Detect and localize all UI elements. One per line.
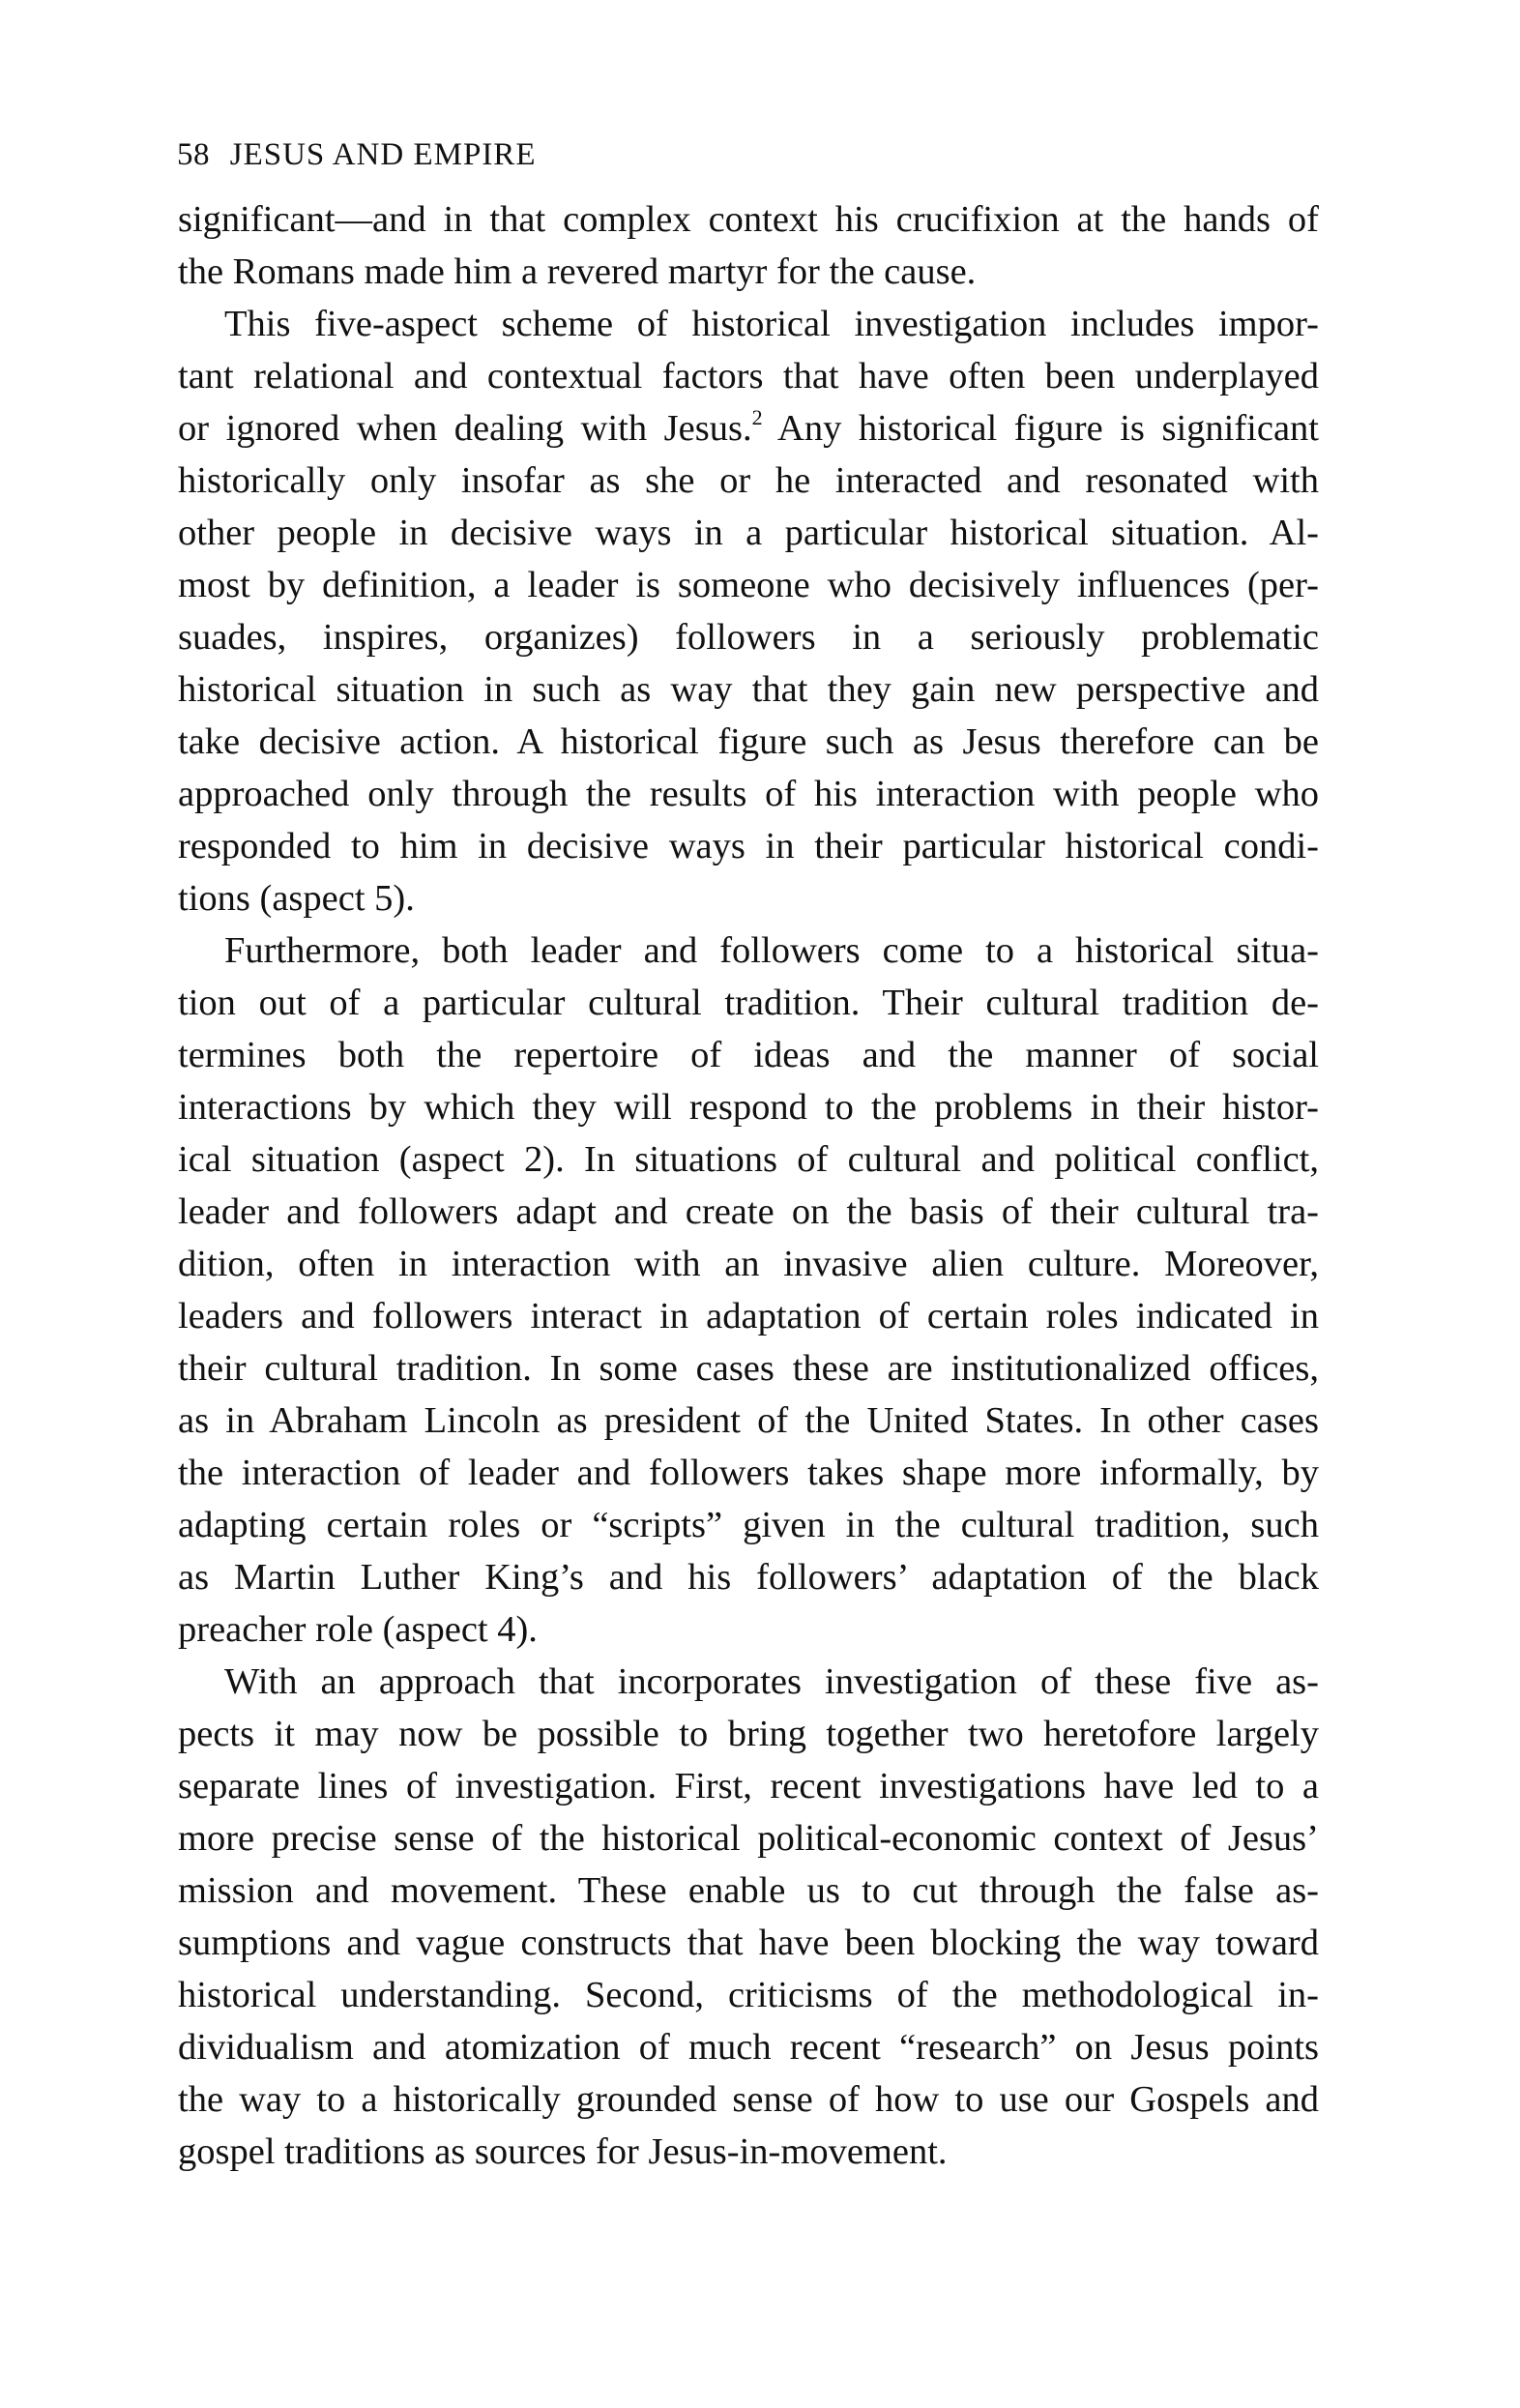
text-line: tion out of a particular cultural tradition. Their cultural tradition de- (178, 983, 1319, 1023)
text-line: pects it may now be possible to bring together two heretofore largely (178, 1714, 1319, 1754)
text-line: leader and followers adapt and create on the basis of their cultural tra- (178, 1191, 1319, 1232)
text-line: the way to a historically grounded sense of how to use our Gospels and (178, 2079, 1319, 2120)
text-line: take decisive action. A historical figure such as Jesus therefore can be (178, 721, 1319, 762)
text-line: suades, inspires, organizes) followers in a seriously problematic (178, 617, 1319, 658)
text-line: termines both the repertoire of ideas and the manner of social (178, 1035, 1319, 1075)
text-line: as in Abraham Lincoln as president of the United States. In other cases (178, 1400, 1319, 1441)
paragraph (178, 925, 1319, 1656)
text-line: gospel traditions as sources for Jesus-in-movement. (178, 2131, 948, 2172)
paragraph (178, 1656, 1319, 2178)
text-line: tant relational and contextual factors that have often been underplayed (178, 356, 1319, 396)
text-line: their cultural tradition. In some cases these are institutionalized offices, (178, 1348, 1319, 1389)
text-line: preacher role (aspect 4). (178, 1609, 538, 1650)
text-line: historically only insofar as she or he interacted and resonated with (178, 460, 1319, 501)
footnote-reference[interactable]: 2 (751, 405, 763, 429)
text-line: the interaction of leader and followers takes shape more informally, by (178, 1453, 1319, 1493)
text-line: adapting certain roles or “scripts” given in the cultural tradition, such (178, 1505, 1319, 1545)
text-line: tions (aspect 5). (178, 878, 415, 919)
text-line: significant—and in that complex context his crucifixion at the hands of (178, 199, 1319, 240)
text-line: the Romans made him a revered martyr for the cause. (178, 251, 977, 292)
page-number: 58 (177, 137, 210, 172)
text-line: historical situation in such as way that they gain new perspective and (178, 669, 1319, 710)
text-line: sumptions and vague constructs that have been blocking the way toward (178, 1923, 1319, 1963)
text-line: This five-aspect scheme of historical investigation includes impor- (224, 304, 1319, 344)
text-line: With an approach that incorporates investigation of these five as- (224, 1661, 1319, 1702)
paragraph (178, 298, 1319, 925)
text-line: approached only through the results of his interaction with people who (178, 774, 1319, 814)
text-line: as Martin Luther King’s and his followers’ adaptation of the black (178, 1557, 1319, 1598)
text-line: mission and movement. These enable us to cut through the false as- (178, 1870, 1319, 1911)
text-segment: Any historical figure is significant (762, 408, 1319, 449)
text-line: leaders and followers interact in adaptation of certain roles indicated in (178, 1296, 1319, 1336)
text-line: other people in decisive ways in a particular historical situation. Al- (178, 513, 1319, 553)
book-page (178, 135, 1319, 2178)
text-line: interactions by which they will respond to the problems in their histor- (178, 1087, 1319, 1128)
text-line: more precise sense of the historical political-economic context of Jesus’ (178, 1818, 1319, 1859)
body-text (178, 193, 1319, 2178)
text-line: dition, often in interaction with an invasive alien culture. Moreover, (178, 1244, 1319, 1284)
text-line-with-note (178, 402, 1319, 455)
text-segment: or ignored when dealing with Jesus. (178, 408, 752, 449)
text-line: separate lines of investigation. First, recent investigations have led to a (178, 1766, 1319, 1806)
text-line: responded to him in decisive ways in their particular historical condi- (178, 826, 1319, 866)
paragraph (178, 193, 1319, 298)
text-line: ical situation (aspect 2). In situations of cultural and political conflict, (178, 1139, 1319, 1180)
text-line: historical understanding. Second, criticisms of the methodological in- (178, 1975, 1319, 2015)
text-line: most by definition, a leader is someone who decisively influences (per- (178, 565, 1319, 605)
text-line: Furthermore, both leader and followers come to a historical situa- (224, 930, 1319, 971)
running-title: JESUS AND EMPIRE (229, 137, 537, 172)
running-head (177, 135, 1319, 174)
text-line: dividualism and atomization of much recent “research” on Jesus points (178, 2027, 1319, 2068)
